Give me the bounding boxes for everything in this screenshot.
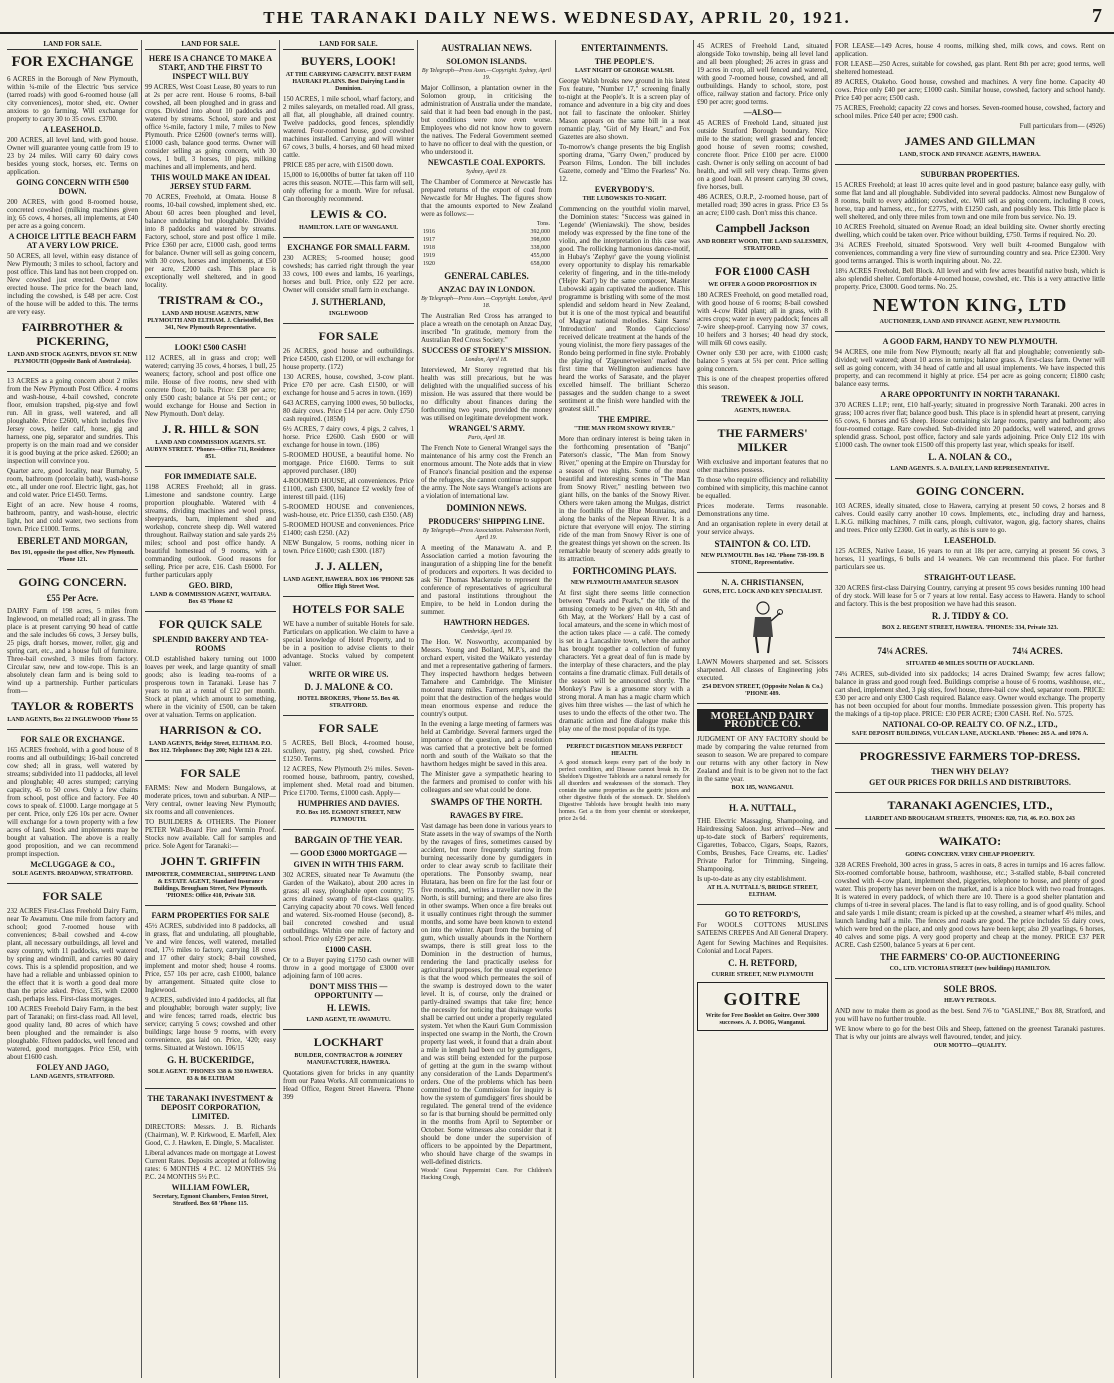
column-7: [832, 40, 1108, 1378]
news-heading: NEWCASTLE COAL EXPORTS.: [427, 158, 546, 167]
ad-text: 5-ROOMED HOUSE and conveniences. Price £1400; cash £250. (A2): [283, 521, 414, 537]
ad-heading: FOR QUICK SALE: [158, 617, 263, 631]
agent-name: J. J. ALLEN,: [314, 559, 383, 573]
ad-text: 3¼ ACRES Freehold, situated Spotswood. Very well built 4-roomed Bungalow with conveniences, commanding a very fine view of surrounding country and sea. Price £2300. Very good terms arranged. This is worth inquiring about. No. 22.: [835, 241, 1105, 265]
agent-address: HOTEL BROKERS, 'Phone 55. Box 48. STRATFORD.: [297, 696, 400, 709]
ad-text: FOR LEASE—149 Acres, house 4 rooms, milking shed, milk cows, and cows. Rent on application.: [835, 42, 1105, 58]
ad-heading: LOCKHART: [313, 1035, 384, 1049]
ad-text: TO BUILDERS & OTHERS. The Pioneer PETER Wall-Board Fire and Vermin Proof. Stocks now available. Call for samples and price. Sole Agent for Taranaki:—: [145, 818, 276, 850]
agent-name: N. A. CHRISTIANSEN,: [721, 578, 804, 587]
agent-address: AUCTIONEER, LAND AND FINANCE AGENT, NEW PLYMOUTH.: [879, 319, 1061, 325]
agent-address: Secretary, Egmont Chambers, Fenton Street, Stratford. Box 68 'Phone 115.: [153, 1194, 268, 1207]
agent-name: TRISTRAM & CO.,: [158, 293, 263, 307]
agent-address: CO., LTD. VICTORIA STREET (new buildings) HAMILTON.: [889, 966, 1051, 972]
ad-heading: SOLE BROS.: [943, 984, 997, 994]
ad-heading: BUILDER, CONTRACTOR & JOINERY MANUFACTURER, HAWERA.: [294, 1053, 403, 1066]
dateline: Sydney, April 19.: [466, 169, 507, 175]
ad-text: Quotations given for bricks in any quantity from our Patea Works. All communications to Head Office, Regent Street Hawera. 'Phone 399: [283, 1069, 414, 1101]
ad-text: 6½ ACRES, 7 dairy cows, 4 pigs, 2 calves, 1 horse. Price £2600. Cash £600 or will exchange for house in town. (186): [283, 425, 414, 449]
ad-text: 254 DEVON STREET, (Opposite Nolan & Co.) 'PHONE 489.: [702, 684, 823, 697]
agent-address: Box 191, opposite the post office, New Plymouth. 'Phone 121.: [10, 550, 135, 563]
ad-text: 200 ACRES, with good 8-roomed house, concreted cowshed (milking machines given in); 65 cows, 4 horses, all implements, at £40 per acre as a going concern.: [7, 198, 138, 230]
columns: [4, 40, 1110, 1378]
agent-name: LEWIS & CO.: [310, 207, 387, 221]
ad-text: 320 ACRES first-class Dairying Country, carrying at present 95 cows besides running 100 head of dry stock. Will lease for 5 or 7 years at low rental. Easy access to Hawera. Handy to school and factory. This is the best proposition we have had this season.: [835, 584, 1105, 608]
agent-address: LAND AND STOCK AGENTS, DEVON ST. NEW PLYMOUTH (Opposite Bank of Australasia).: [7, 352, 138, 365]
news-heading: AUSTRALIAN NEWS.: [441, 43, 532, 53]
agent-name: FOLEY AND JAGO,: [36, 1063, 109, 1072]
table-row: 1919 455,000: [423, 253, 550, 259]
ad-heading: FOR EXCHANGE: [11, 54, 134, 70]
ad-heading: FOR SALE: [180, 766, 241, 780]
agent-name: EBERLET AND MORGAN,: [17, 536, 128, 546]
ad-text: BOX 185, WANGANUI.: [731, 785, 794, 791]
news-text: George Walsh breaks new ground in his latest Fox feature, "Number 17," screening finally to-night at the People's. It is a screen play of romance and adventure in a big city and does not fail to fascinate the onlooker. Shirley Mason appears on the same bill in a neat romantic play, "Girl of My Heart," and Fox Gazettes are also shown.: [559, 77, 690, 141]
ad-text: AND now to make them as good as the best. Send 7/6 to "GASLINE," Box 88, Stratford, and you will have no further trouble.: [835, 1007, 1105, 1023]
ad-text: 232 ACRES First-Class Freehold Dairy Farm, near Te Awamutu. One mile from factory and school; good 7-roomed house with conveniences; 8-bail cowshed and 4-cow plant, all necessary outbuildings, all level and easy country, with 11 paddocks, well watered by spring and windmill, and carries 80 dairy cows. This is a splendid proposition, and we have had a reliable and unbiassed opinion to the effect that it is worth a good deal more than the price asked. Price, £35, with £2000 cash, perhaps less. First-class mortgages.: [7, 907, 138, 1003]
ad-text: 26 ACRES, good house and outbuildings. Price £4500, cash £1200, or will exchange for house property. (172): [283, 347, 414, 371]
agent-address: SOLE AGENTS. BROADWAY, STRATFORD.: [12, 871, 133, 877]
agent-address: SAFE DEPOSIT BUILDINGS, VULCAN LANE, AUCKLAND. 'Phones: 265 A. and 1076 A.: [851, 731, 1089, 737]
ad-text: LAWN Mowers sharpened and set. Scissors sharpened. All classes of Engineering jobs executed.: [697, 658, 828, 682]
news-heading: PRODUCERS' SHIPPING LINE.: [428, 517, 545, 526]
masthead-title: THE TARANAKI DAILY NEWS. WEDNESDAY, APRIL 20, 1921.: [263, 8, 851, 27]
ad-text: And an organisation replete in every detail at your service always.: [697, 520, 828, 536]
agent-name: TARANAKI AGENCIES, LTD.,: [887, 798, 1053, 812]
agent-name: HUMPHRIES AND DAVIES.: [297, 799, 400, 808]
agent-address: AND ROBERT WOOD, THE LAND SALESMEN, STRATFORD.: [697, 239, 828, 252]
ad-heading: FOR SALE: [318, 721, 379, 735]
ad-heading: GOING CONCERN. VERY CHEAP PROPERTY.: [905, 852, 1035, 858]
column-4: [418, 40, 556, 1378]
ad-text: FARMS: New and Modern Bungalows, at moderate prices, town and suburban. A NIP—Very central, owner leaving New Plymouth; six rooms and all conveniences.: [145, 784, 276, 816]
ad-text: 643 ACRES, carrying 1000 ewes, 50 bullocks, 80 dairy cows. Price £14 per acre. Only £750 cash required. (185M): [283, 399, 414, 423]
ad-heading: GOING CONCERN.: [18, 575, 127, 589]
news-heading: FORTHCOMING PLAYS.: [572, 566, 677, 576]
agent-name: NEWTON KING, LTD: [872, 295, 1068, 315]
column-3: [280, 40, 418, 1378]
agent-address: LAND AGENT, HAWERA. BOX 106 'PHONE 526 Office High Street West.: [283, 577, 414, 590]
ad-heading: FOR IMMEDIATE SALE.: [164, 472, 257, 481]
column-2: [142, 40, 280, 1378]
ad-heading: HEAVY PETROLS.: [944, 998, 996, 1004]
table-row: 1920 658,000: [423, 261, 550, 267]
ad-heading: SPLENDID BAKERY AND TEA-ROOMS: [152, 635, 269, 653]
ad-heading: LOOK! £500 CASH!: [174, 343, 247, 352]
ad-text: 5 ACRES, Bell Block, 4-roomed house, scullery, pantry, pig shed, cowshed. Price £1250. Terms.: [283, 739, 414, 763]
ad-text: Quarter acre, good locality, near Burnaby, 5 room, bathroom (porcelain bath), wash-house etc., all under one roof. Electric light, gas, hot and cold water. Price £1450. Terms.: [7, 467, 138, 499]
ad-heading: —ALSO—: [743, 108, 782, 117]
agent-address: NEW PLYMOUTH. Box 142. 'Phone 738-199. B STONE, Representative.: [700, 553, 825, 566]
agent-name: G. H. BUCKERIDGE,: [167, 1055, 254, 1065]
ad-text: Or to a Buyer paying £1750 cash owner will throw in a good mortgage of £3000 over adjoining farm of 100 acres.: [283, 956, 414, 980]
ad-heading: BUYERS, LOOK!: [301, 54, 396, 68]
ad-heading: FOR SALE: [318, 329, 379, 343]
news-text: In the evening a large meeting of farmers was held at Cambridge. Several farmers urged the importance of the question, and a resolution was carried that a protective belt be formed north and south of the Waikato so that the hawthorn hedges might be saved in this area.: [421, 720, 552, 768]
news-heading: THE EMPIRE.: [598, 415, 651, 424]
ad-heading: GOING CONCERN.: [915, 484, 1024, 498]
news-heading: DOMINION NEWS.: [446, 503, 527, 513]
ad-text: 10 ACRES Freehold, situated on Avenue Road; an ideal building site. Owner shortly erecting dwelling, which could be taken over. Price without building, £750. Terms if required. No. 20.: [835, 223, 1105, 239]
agent-name: C. H. RETFORD,: [728, 958, 797, 968]
moreland-dairy-logo: MORELAND DAIRY PRODUCE CO.: [697, 709, 828, 731]
news-heading: SUCCESS OF STOREY'S MISSION.: [422, 346, 551, 355]
ad-text: A good stomach keeps every part of the body in perfect condition, and Disease cannot break in. Dr. Sheldon's Digestive Tabloids are a natural remedy for all disorders and weaknesses of the stomach. They contain the same properties as the gastric juices and other digestive fluids of the stomach. Dr. Sheldon's Digestive Tabloids have brought health into many homes. Get a tin from your chemist or storekeeper, price 2s 6d.: [559, 760, 690, 822]
ad-text: 5-ROOMED HOUSE and conveniences, wash-house, etc. Price £1350, cash £350. (A8): [283, 503, 414, 519]
ad-text: 125 ACRES, Native Lease, 16 years to run at 18s per acre, carrying at present 56 cows, 3 horses, 11 yearlings, 6 bulls and 14 weaners. We can recommend this place. For further particulars see us.: [835, 547, 1105, 571]
ad-text: THE Electric Massaging, Shampooing, and Hairdressing Saloon. Just arrived—New and up-to-date stock of Barbers' requirements, Cigarettes, Tobacco, Cigars, Soaps, Razors, Combs, Brushes, Face Creams, etc. Ladies' Private Parlor for Trimming, Singeing, Shampooing.: [697, 817, 828, 873]
agent-name: McCLUGGAGE & CO.,: [30, 860, 115, 869]
ad-heading: £55 Per Acre.: [46, 593, 99, 603]
ad-text: 302 ACRES, situated near Te Awamutu (the Garden of the Waikato), about 200 acres in grass; all easy, ploughable open country; 75 acres drained swamp of first-class quality. Carrying capacity about 70 cows. Well fenced and watered. Six-roomed House (second), 8-bail concreted cowshed and usual outbuildings. Within one mile of factory and school. Price only £29 per acre.: [283, 871, 414, 943]
dateline: Cambridge, April 19.: [460, 629, 513, 635]
coal-exports-table: [421, 220, 552, 268]
ad-text: 200 ACRES, all level land, with good house. Owner will guarantee young cattle from 19 to 23 by 24 miles. Will carry 60 dairy cows besides young stock, horses, etc. Terms on application.: [7, 136, 138, 176]
news-text: The Minister gave a sympathetic hearing to the farmers and promised to confer with his colleagues and see what could be done.: [421, 770, 552, 794]
ad-text: To those who require efficiency and reliability combined with simplicity, this machine cannot be equalled.: [697, 476, 828, 500]
ad-text: 180 ACRES Freehold, on good metalled road, with good house of 6 rooms; 8-bail cowshed with 4-cow Ridd plant; all in grass, with 8 acres crops; water in every paddock; fences all 7-wire sheep-proof. Carrying now 37 cows, 10 heifers and 3 horses; 40 head dry stock, will milk 60 cows easily.: [697, 291, 828, 347]
agent-name: J. SUTHERLAND,: [311, 297, 386, 307]
ad-text: 94 ACRES, one mile from New Plymouth; nearly all flat and ploughable; conveniently sub-divided; well watered; about 10 acres in turnips; balance grass. A first-class farm. Owner will sell as going concern, with 34 head of cattle and all usual implements. We have inspected this property, and can recommend it highly at price. £54 per acre as going concern; £1800 cash; balance easy terms.: [835, 348, 1105, 388]
ad-heading: FOR SALE: [42, 889, 103, 903]
section-header: LAND FOR SALE.: [145, 40, 276, 50]
agent-address: SOLE AGENT. 'PHONES 338 & 330 HAWERA. 83 & 86 ELTHAM: [148, 1069, 273, 1082]
ad-text: Eight of an acre. New house 4 rooms, bathroom, pantry, and wash-house, electric light, hot and cold water, two sections from town. Price £1000. Terms.: [7, 501, 138, 533]
agent-address: LAND AGENTS, STRATFORD.: [30, 1074, 115, 1080]
ad-text: Is up-to-date as any city establishment.: [697, 875, 807, 883]
ad-text: 9 ACRES, subdivided into 4 paddocks, all flat and ploughable; borough water supply; live and wire fences; tarred roads, electric bus service; carrying 5 cows; cowshed and other buildings; large house 9 rooms, with every convenience, gas laid on. Price, '420; easy terms. Situated at Westown. 106/15: [145, 996, 276, 1052]
ad-heading: GIVEN IN WITH THIS FARM.: [293, 860, 404, 869]
agent-address: LAND, STOCK AND FINANCE AGENTS, HAWERA.: [899, 152, 1041, 158]
news-text: The Australian Red Cross has arranged to place a wreath on the cenotaph on Anzac Day, inscribed "In gratitude, memory from the Australian Red Cross Society.": [421, 312, 552, 344]
ad-text: FOR LEASE—250 Acres, suitable for cowshed, gas plant. Rent 8th per acre; good terms, well sheltered homestead.: [835, 60, 1105, 76]
ad-text: 74¼ ACRES, sub-divided into six paddocks; 14 acres Drained Swamp; few acres fallow; balance in grass and good rough feed. Buildings comprise a house of 6 rooms, washhouse, etc., cart shed, implement shed, 3 pig sties, fowl house, three-bail cow shed, separator room. PRICE: £30 per acre and only £300 Cash required. Balance easy. Owner would exchange. The property has not been occupied for about four months. Immediate possession given. This property has the makings of a tip-top place. PRICE: £30 PER ACRE; £300 CASH. Ref. No. 5725.: [835, 670, 1105, 718]
dateline: By Telegraph—Press Assn.—Copyright. Sydney, April 19.: [421, 68, 552, 81]
dateline: Paris, April 18.: [467, 435, 506, 441]
ad-text: 50 ACRES, all level, within easy distance of New Plymouth; 3 miles to school, factory and post office. This land has not been cropped on. New cowshed just erected. Owner now erected house. The price for the beach land, including the cowshed, is £48 per acre. Cost of the house will be added to this. The terms are very easy.: [7, 252, 138, 316]
locksmith-illustration-icon: [697, 599, 828, 655]
agent-address: LAND AGENTS, Bridge Street, ELTHAM. P.O. Box 112. Telephones: Day 200; Night 123 & 221.: [149, 741, 272, 754]
agent-name: H. LEWIS.: [326, 1003, 371, 1013]
section-header: LAND FOR SALE.: [283, 40, 414, 50]
ad-text: 45½ ACRES, subdivided into 8 paddocks, all in grass, flat and undulating, all ploughable, 've and wire fences, well watered, metalled road, 17½ miles to factory, carrying 18 cows and 17 other dairy stock; 8-bail cowshed, implement and motor shed; house 4 rooms. Price, £57 10s per acre, cash £1000, balance by arrangement. Situated quite close to Inglewood.: [145, 922, 276, 994]
ad-text: 112 ACRES, all in grass and crop; well watered; carrying 35 cows, 4 horses, 1 bull, 25 weaners; factory, school and post office one mile. House of five rooms, new shed with concrete floor, 10 bails. Price: £38 per acre; only £500 cash; balance at 5¼ per cent.; or would exchange for House and Section in New Plymouth. Don't delay.: [145, 354, 276, 418]
agent-address: P.O. Box 105. EGMONT STREET, NEW PLYMOUTH.: [295, 810, 402, 823]
ad-text: 99 ACRES, West Coast Lease, 80 years to run at 2s per acre rent. House 6 rooms, 8-bail cowshed, all been ploughed and in grass and crops. Divided into about 10 paddocks and watered by streams. School, store and post office ½-mile, factory 1 mile, 7 miles to New Plymouth. Price £2600 (owner's terms will). £1000 cash, balance good terms. Owner will consider selling as going concern, with 30 cows, 1 bull, 3 horses, 10 pigs, milking machines and all implements, and herd.: [145, 83, 276, 171]
agent-name: JOHN T. GRIFFIN: [160, 854, 261, 868]
agent-address: BOX 2. REGENT STREET, HAWERA. 'PHONES: 334, Private 323.: [882, 625, 1058, 631]
news-heading: THE PEOPLE'S.: [594, 57, 655, 66]
ad-heading: THEN WHY DELAY?: [931, 767, 1009, 776]
news-text: At first sight there seems little connection between "Pearls and Pearls," the title of the amusing comedy to be given on 4th, 5th and 6th May, at the Workers' Hall by a cast of local amateurs, and the scene in which most of the action takes place — a café. The comedy is set in a Lancashire town, where the author has brought together a collection of funny characters. Yet a great deal of fun is made by the interplay of these characters, and the play contains a fine dramatic climax. Full details of the season will be announced shortly. The Monkey's Paw is a gruesome story with a strong moral. A man has a magic charm which gives him three wishes — the last of which he uses to undo the effects of the other two. The dramatic action and fine dialogue make this play one of the most popular of its type.: [559, 589, 690, 733]
news-text: Woods' Great Peppermint Cure. For Children's Hacking Cough,: [421, 1168, 552, 1181]
news-text: Commencing on the youthful violin marvel, the Dominion states: "Success was gained in 'Legende' (Wieniawski). The show, besides melody was expressed by the fine tone of the violin, and the interpretation in this case was good. The rollicking harmonious dance-motif, in Hubay's 'Zephyr' gave the young violinist every opportunity to display his remarkable celerity of fingering, and in the title-melody ('Hejre Kati') by the same composer, Master Lubowski again captivated the audience. This programme is bristling with some of the most splendid and seldom heard in New Zealand, but it is one of the most typical and beautiful of Magyar national melodies. Saint Saens' 'Introduction' and 'Rondo Capriccioso' received delicate treatment at the hands of the young violinist, the more fiery passages of the Rondo being performed in fine style. Probably the playing of 'Zigeunerweisen' marked the first time that Wellington audiences have heard the works of Sarasate, and the player excelled himself. The brilliant Scherzo passages and the sudden change to a sweet sentiment at the finish were handled with the greatest skill.": [559, 205, 690, 413]
ad-heading: PROGRESSIVE FARMERS TOP-DRESS.: [859, 749, 1081, 763]
news-heading: ENTERTAINMENTS.: [581, 43, 668, 53]
news-heading: LAST NIGHT OF GEORGE WALSH.: [575, 68, 674, 74]
agent-name: TREWEEK & JOLL: [721, 394, 804, 404]
ad-text: 70 ACRES, Freehold, at Omata. House 8 rooms, 10-bail cowshed, implement shed, etc. About 60 acres been ploughed and level, balance undulating but ploughable. Divided into 8 paddocks and watered by streams. Factory, school, store and post office 1 mile. Price £360 per acre, £1000 cash, good terms for balance. Owner will sell as going concern, with 30 cows, horses and implements, at £50 per acre, £2000 cash. This place is exceptionally well sheltered, and in good locality.: [145, 193, 276, 289]
ad-text: 486 ACRES, O.R.P., 2-roomed house, part of metalled road; 390 acres in grass. Price £3 5s an acre; £100 cash. Don't miss this chance.: [697, 193, 828, 217]
ad-text: JUDGMENT OF ANY FACTORY should be made by comparing the value returned from season to season. We are prepared to compare our returns with any other factory in New Zealand and fruit is to be given not to the fact in the same year.: [697, 735, 828, 783]
ad-heading: THE TARANAKI INVESTMENT & DEPOSIT CORPORATION, LIMITED.: [147, 1094, 274, 1121]
ad-text: Agent for Sewing Machines and Requisites. Colonial and Local Papers.: [697, 939, 828, 955]
section-header: LAND FOR SALE.: [7, 40, 138, 50]
ad-heading: SUBURBAN PROPERTIES.: [920, 170, 1020, 179]
ad-heading: A CHOICE LITTLE BEACH FARM AT A VERY LOW PRICE.: [8, 232, 137, 250]
ad-text: 1198 ACRES Freehold; all in grass. Limestone and sandstone country. Large proportion ploughable. Watered with 4 streams, dividing machines and wool press, sheepyards, barn, implement shed and workshop, concrete sheep dip. Well watered throughout. Railway station and sale yards 2½ miles; school and post office handy. A beautiful homestead of 9 rooms, with a commanding outlook. Good reasons for selling. Price per acre, £16. Cash £6000. For further particulars apply: [145, 483, 276, 579]
ad-text: Liberal advances made on mortgage at Lowest Current Rates. Deposits accepted at following rates: 6 MONTHS 4 P.C. 12 MONTHS 5¼ P.C. 24 MONTHS 5½ P.C.: [145, 1149, 276, 1181]
ad-heading: GOING CONCERN WITH £500 DOWN.: [16, 178, 129, 196]
table-row: 1917 398,000: [423, 237, 550, 243]
ad-text: 5-ROOMED HOUSE, a beautiful home. No mortgage. Price £1600. Terms to suit approved purchaser. (180): [283, 451, 414, 475]
page-number: 7: [1092, 5, 1104, 27]
ad-heading: OUR MOTTO—QUALITY.: [933, 1043, 1007, 1049]
ad-heading: FARM PROPERTIES FOR SALE: [151, 911, 270, 920]
ad-text: Owner only £30 per acre, with £1000 cash; balance 5 years at 5¼ per cent. Price selling going concern.: [697, 349, 828, 373]
ad-heading: THE FARMERS' MILKER: [717, 426, 808, 454]
news-heading: GENERAL CABLES.: [444, 271, 529, 281]
agent-name: NATIONAL CO-OP. REALTY CO. OF N.Z., LTD.,: [882, 720, 1058, 729]
ad-heading: AT THE CARRYING CAPACITY. BEST FARM HAURAKI PLAINS. Best Dairying Land in Dominion.: [285, 72, 412, 92]
news-text: The Chamber of Commerce at Newcastle has prepared returns of the export of coal from Newcastle for Mr Hughes. The figures show that the amounts exported to New Zealand were as follows:—: [421, 178, 552, 218]
news-text: Interviewed, Mr Storey regretted that his health was still precarious, but he was delighted with the unqualified success of his mission. He was assured that there would be no difficulty about finances during the forthcoming two years, provided the money was utilised on legitimate development work.: [421, 366, 552, 422]
agent-name: D. J. MALONE & CO.: [304, 682, 393, 692]
ad-text: 4-ROOMED HOUSE, all conveniences. Price £1100, cash £300, balance £2 weekly free of interest till paid. (116): [283, 477, 414, 501]
news-heading: WRANGEL'S ARMY.: [448, 424, 525, 433]
news-text: The French Note to General Wrangel says the maintenance of his army cost the French an enormous amount. The Note adds that in view of France's financial position and the expense of the refugees, she cannot continue to support the army. The Note says Wrangel's actions are a violation of international law.: [421, 444, 552, 500]
ad-heading: A LEASEHOLD.: [42, 125, 103, 134]
ad-text: 328 ACRES Freehold, 300 acres in grass, 5 acres in oats, 8 acres in turnips and 16 acres fallow. Six-roomed comfortable house, bathroom, washhouse, etc.; 3-stalled stable, 8-bail concreted cowshed with 4-cow plant, implement shed, piggeries, telephone to house, and plenty of good water. This property has never been on the market, and is a nice block with two road frontages. It is watered in every paddock, of which there are 10. There is a good shelter plantation and clumps of ti-tree in several places. The land is flat to easy rolling, and is of good quality. School and sale yards 1 mile distant; cream is picked up at the cowshed, a steamer wharf 4½ miles, and launch landing half a mile. The fences and roads are good. The price includes 55 dairy cows, which were bred on the place, and only good cows have been kept; also 20 yearlings, 6 horses, 40 calves and some pigs. A very good property and cheap at the money. PRICE £37 PER ACRE. Cash £2500, balance 5 years at 6 per cent.: [835, 861, 1105, 949]
ad-heading: A GOOD FARM, HANDY TO NEW PLYMOUTH.: [882, 337, 1058, 346]
news-heading: THE LUBOWSKIS TO-NIGHT.: [582, 196, 667, 202]
ad-heading: 74¼ ACRES.: [877, 646, 928, 656]
agent-address: LAND AGENT, TE AWAMUTU.: [306, 1017, 391, 1023]
ad-text: DAIRY Farm of 198 acres, 5 miles from Inglewood, on metalled road; all in grass. The place is at present carrying 90 head of cattle and the sale includes 66 cows, 3 Jersey bulls, 25 pigs, draft horses, mower, roller, gig and spring cart, etc., and a house full of furniture. Three-bail cowshed, 3 miles from factory. Circular saw, new and tow-rope. This is an absolutely clean farm and is being sold to wind up a partnership. Further particulars from—: [7, 607, 138, 695]
ad-text: 12 ACRES, New Plymouth 2½ miles. Seven-roomed house, bathroom, pantry, cowshed, implement shed. Metal road and bitumen. Price £1700. Terms, £1000 cash. Apply—: [283, 765, 414, 797]
ad-heading: PERFECT DIGESTION MEANS PERFECT HEALTH.: [566, 744, 683, 757]
news-heading: RAVAGES BY FIRE.: [450, 811, 523, 820]
ad-text: For WOOLS COTTONS MUSLINS SATEENS CREPES And All General Drapery.: [697, 921, 828, 937]
agent-address: INGLEWOOD: [328, 311, 368, 317]
ad-text: Write for Free Booklet on Goitre. Over 3000 successes. A. J. DOIG, Wanganui.: [705, 1013, 820, 1026]
ad-text: 15 ACRES Freehold; at least 10 acres quite level and in good pasture; balance easy gully, with some flat land and all ploughable. Subdivided into several paddocks. Almost new Bungalow of 8 rooms, built to every addition; cowshed, etc. Will sell as going concern, including 8 cows, horse, trap and harness, etc., for £2775, with £1250 cash, and possibly less. This little place is well sheltered, and only three miles from town and one mile from bus service. No. 19.: [835, 181, 1105, 221]
table-row: 1916 392,000: [423, 229, 550, 235]
ad-text: WE have a number of suitable Hotels for sale. Particulars on application. We claim to have a special knowledge of Hotel Property, and to be in a position to advise clients to their advantage. Stocks valued by competent valuer.: [283, 620, 414, 668]
ad-heading: HERE IS A CHANCE TO MAKE A START, AND THE FIRST TO INSPECT WILL BUY: [148, 54, 273, 81]
agent-name: FAIRBROTHER & PICKERING,: [21, 320, 124, 348]
ad-text: Prices moderate. Terms reasonable. Demonstrations any time.: [697, 502, 828, 518]
agent-name: R. J. TIDDY & CO.: [931, 611, 1009, 621]
agent-name: JAMES AND GILLMAN: [904, 134, 1036, 148]
agent-address: LAND AGENTS, Box 22 INGLEWOOD 'Phone 55: [7, 717, 138, 723]
dateline: By Telegraph—Press Association. Palmerston North, April 19.: [422, 528, 551, 541]
ad-heading: GET OUR PRICES FOR DRILLS AND DISTRIBUTORS.: [869, 778, 1071, 787]
agent-address: LIARDET AND BROUGHAM STREETS, 'PHONES: 820, 718, 46. P.O. BOX 243: [865, 816, 1075, 822]
agent-name: GEO. BIRD,: [188, 581, 233, 590]
ad-heading: 74¼ ACRES.: [1012, 646, 1063, 656]
ad-heading: A RARE OPPORTUNITY IN NORTH TARANAKI.: [880, 390, 1060, 399]
ad-heading: SITUATED 40 MILES SOUTH OF AUCKLAND.: [905, 661, 1035, 667]
ad-heading: WAIKATO:: [938, 834, 1002, 848]
column-6: [694, 40, 832, 1378]
agent-name: STAINTON & CO. LTD.: [714, 539, 811, 549]
news-text: The Hon. W. Nosworthy, accompanied by Messrs. Young and Bollard, M.P.'s, and the orchard expert, visited the Waikato yesterday and met a representative gathering of farmers. They inspected hawthorn hedges between Tamahere and Cambridge. The Minister motored many miles. Farmers emphasise the point that the destruction of the hedges would mean enormous expense and reduce the country's output.: [421, 638, 552, 718]
news-text: Vast damage has been done in various years to State assets in the way of swamps of the North by the ravages of fires, sometimes caused by accident, but more frequently starting from burning necessarily done by gumdiggers in order to clear away scrub to facilitate their operations. The Ponsonby swamp, near Hutatara, has been on fire for the last four or five months, and, writes a traveller now in the North, is still burning; and there are also fires in other swamps. When once a fire breaks out it usually continues right through the summer months, and some have been known to extend on into the winter. Apart from the burning of gum, which usually abounds in the Northern swamps, there is still great loss to the Dominion in the destruction of humus, rendering the land practically useless for agricultural purposes, for the usual experience is that the wood which permeates the soil of the swamp is destroyed down to the water level. It is, of course, only the drained or partly-drained swamps that take fire; hence the necessity for noticing that drainage works shall be carried out under a properly regulated system. Yet when the Kauri Gum Commission inspected one swamp in the North, the Crown property last week, it found that a drain about a mile in length had been cut by gumdiggers, and was still being extended for the purpose of getting at the gum in the swamp without any consideration of the Lands Department's orders. One of the problems which has been committed to the Commission for inquiry is how the system of gumdiggers' fires should be regulated. The general trend of the evidence so far is that burning should be permitted only in the months from April to September or October. Some witnesses also consider that it should be done under the supervision of officers to be appointed by the Department, who should have charge of the swamps in well-defined districts.: [421, 822, 552, 1166]
news-heading: HAWTHORN HEDGES.: [443, 618, 530, 627]
ad-heading: THIS WOULD MAKE AN IDEAL JERSEY STUD FARM.: [150, 173, 271, 191]
agent-address: IMPORTER, COMMERCIAL, SHIPPING LAND & ESTATE AGENT, Standard Insurance Buildings, Brougham Street, New Plymouth. 'PHONES: Office 410, Private 318.: [145, 872, 276, 899]
agent-address: LAND & COMMISSION AGENT, WAITARA. Box 43 'Phone 62: [150, 592, 271, 605]
dateline: By Telegraph—Press Assn.—Copyright. London, April 18.: [421, 296, 552, 309]
ad-text: OLD established bakery turning out 1000 loaves per week, and large quantity of small goods; also is leading tea-rooms of a prosperous town in Taranaki. Lease has 7 years to run at a rental of £12 per month. Stock at plant, which amount to something, where in the vicinity of £500, can be taken over at valuation. Terms on application.: [145, 655, 276, 719]
ad-text: This is one of the cheapest properties offered this season.: [697, 375, 828, 391]
agent-name: TAYLOR & ROBERTS: [11, 699, 134, 713]
masthead: [0, 0, 1114, 34]
ad-text: 6 ACRES in the Borough of New Plymouth, within ¼-mile of the Electric 'bus service (tarred roads) with good 6-roomed house (all city conveniences), motor shed, etc. Owner anxious to go farming. Will exchange for property to carry 30 to 35 cows. £3700.: [7, 75, 138, 123]
ad-text: 370 ACRES L.I.P.; rent, £10 half-yearly; situated in progressive North Taranaki. 200 acres in grass; 100 acres river flat; balance good bush. This place is in splendid heart at present, carrying 65 cows, 6 horses and 65 sheep. House containing six large rooms, pantry and bathroom; also four-roomed cottage. Rare cowshed. Sub-divided into 20 paddocks, well watered, and grows splendid grass. School, post office, factory and sale yards adjoining. Price Only £12 10s with £1000 cash. The owner took £1500 off this property last year, which speaks for itself.: [835, 401, 1105, 449]
ad-heading: STRAIGHT-OUT LEASE.: [924, 573, 1016, 582]
news-heading: SWAMPS OF THE NORTH.: [430, 797, 543, 807]
agent-address: LAND AND COMMISSION AGENTS. ST. AUBYN STREET. 'Phones—Office 711, Residence 851.: [145, 440, 276, 460]
news-heading: SOLOMON ISLANDS.: [446, 57, 527, 66]
column-5: [556, 40, 694, 1378]
ad-text: NEW Bungalow, 5 rooms, nothing nicer in town. Price £1600; cash £300. (187): [283, 539, 414, 555]
agent-address: CURRIE STREET, NEW PLYMOUTH: [711, 972, 814, 978]
ad-heading: EXCHANGE FOR SMALL FARM.: [287, 243, 410, 252]
ad-text: Full particulars from— (4926): [1019, 122, 1105, 130]
ad-heading: DON'T MISS THIS — OPPORTUNITY —: [309, 982, 388, 1000]
news-heading: EVERYBODY'S.: [594, 185, 655, 194]
ad-text: 165 ACRES freehold, with a good house of 8 rooms and all outbuildings; 16-bail concreted cow shed; all in grass, well watered by streams; subdivided into 11 paddocks, all level and ploughable; 40 acres stumped; carrying capacity, 45 to 50 cows. Only a few chains from school, post office and factory. Fee 40 cows to speak of. £1000. Large mortgage at 5 per cent. Price, only £26 10s per acre. Owner will exchange for a town property with a few acres of land. Stock and implements may be bought at valuation. The above is a really good proposition, and we can recommend prompt inspection.: [7, 746, 138, 858]
column-1: [4, 40, 142, 1378]
ad-heading: GO TO RETFORD'S,: [724, 910, 801, 919]
news-text: Major Collinson, a plantation owner in the Solomon group, in criticising the administration of Australia under the mandate, said that it had been bad enough in the past, but conditions were now even worse. Employees who did not know how to govern the natives. The Federal Government seemed to have no officer to deal with the question, or who understood it.: [421, 84, 552, 156]
agent-address: AGENTS, HAWERA.: [734, 408, 791, 414]
ad-text: 150 ACRES, 1 mile school, wharf factory, and 2 miles saleyards, on metalled road. All grass, all flat, all ploughable, all drained country. Twelve paddocks, good fences, splendidly watered. Four-roomed house, good cowshed machines installed. Carrying and will winter 67 cows, 3 bulls, 4 horses, and 60 head mixed cattle.: [283, 95, 414, 159]
agent-name: THE FARMERS' CO-OP. AUCTIONEERING: [879, 952, 1061, 962]
agent-address: GUNS, ETC. LOCK AND KEY SPECIALIST.: [702, 589, 823, 595]
goitre-ad: [697, 982, 828, 1031]
ad-heading: £1000 CASH.: [325, 945, 372, 954]
ad-text: DIRECTORS: Messrs. J. B. Richards (Chairman), W. P. Kirkwood, E. Marfell, Alex Good, C. J. Hawken, E. Dingle, S. Macalister.: [145, 1123, 276, 1147]
ad-heading: FOR SALE OR EXCHANGE.: [20, 735, 125, 744]
ad-text: 15,000 to 16,000lbs of butter fat taken off 110 acres this season. NOTE.—This farm will sell, only offering for a month. Wire for refusal. Can thoroughly recommend.: [283, 171, 414, 203]
ad-heading: WE OFFER A GOOD PROPOSITION IN: [708, 282, 817, 288]
ad-heading: WRITE OR WIRE US.: [308, 670, 389, 679]
ad-text: 13 ACRES as a going concern about 2 miles from the New Plymouth Post Office. 4 rooms and wash-house, 4-bail cowshed, concrete floor, emulsion trapshed, pig-stye and fowl run. All in grass, well watered, and all ploughable. Price £2600, which includes five Jersey cows, heifer calf, horse, gig and harness, one pig, separator and sundries. This property is on the main road and we consider it is good buying at the price asked. £2600; an inspection will convince you.: [7, 377, 138, 465]
ad-text: 45 ACRES of Freehold Land, situated alongside Toko township, being all level land and all been ploughed; 26 acres in grass and 19 acres in crop, all well fenced and watered, with good 7-roomed house, cowshed, and all outbuildings. Handy to school, store, post office, railway station and factory. Price only £90 per acre; good terms.: [697, 42, 828, 106]
agent-name: H. A. NUTTALL,: [728, 803, 797, 813]
ad-text: 75 ACRES, Freehold; capacity 22 cows and horses. Seven-roomed house, cowshed, factory and school miles. Price £40 per acre; £900 cash.: [835, 104, 1105, 120]
ad-text: WE know where to go for the best Oils and Sheep, fattened on the greenest Taranaki pastures. That is why our joints are always well flavoured, tender, and juicy.: [835, 1025, 1105, 1041]
ad-text: With exclusive and important features that no other machines possess.: [697, 458, 828, 474]
ad-text: AT H. A. NUTTALL'S, BRIDGE STREET, ELTHAM.: [707, 885, 818, 898]
ad-text: 45 ACRES of Freehold Land, situated just outside Stratford Borough boundary. Nice mile to the station; well grassed and fenced; good house of seven rooms; cowshed, concrete floor. Price £100 per acre. £1000 cash. Owner is only selling on account of bad health, and will sell very cheap. Terms given on a good loan. At present carrying 30 cows, five horses, bull.: [697, 119, 828, 191]
ad-text: 89 ACRES, Otakeho. Good house, cowshed and machines. A very fine home. Capacity 40 cows. Price only £40 per acre; £1000 cash. Similar house, cowshed, factory and school handy. Price £40 per acre; £500 cash.: [835, 78, 1105, 102]
agent-address: LAND AGENTS. S. A. DAILEY, LAND REPRESENTATIVE.: [890, 466, 1050, 472]
news-text: To-morrow's change presents the big English sporting drama, "Garry Owen," produced by Pearson Films, London. The bill includes Gazette, comedy and "Elmo the Fearless" No. 12.: [559, 143, 690, 183]
ad-heading: LEASEHOLD.: [944, 536, 996, 545]
news-heading: "THE MAN FROM SNOWY RIVER.": [573, 426, 676, 432]
news-text: More than ordinary interest is being taken in the forthcoming presentation of "Banjo" Paterson's classic, "The Man from Snowy River," opening at the Empire on Thursday for a season of two nights. Some of the most beautiful and interesting scenes in "The Man from Snowy River," nestling between two giant hills, on the banks of the Snowy River. Others were taken among the Mulgas, district in the foothills of the Blue Mountains, and along the banks of the Nepean River. It is a picture that everyone will enjoy. The stirring ride of the man from Snowy River is one of the greatest things yet shown on the screen. Its remarkable beauty of scenery adds greatly to its attraction.: [559, 435, 690, 563]
agent-name: J. R. HILL & SON: [162, 422, 259, 436]
ad-heading: BARGAIN OF THE YEAR.: [294, 835, 403, 845]
ad-heading: FOR £1000 CASH: [715, 264, 810, 278]
agent-name: L. A. NOLAN & CO.,: [928, 452, 1012, 462]
ad-text: 230 ACRES; 5-roomed house; good cowsheds; has carried right through the year 33 cows, 100 ewes and lambs, 16 yearlings, horses and bull. Price, only £22 per acre. Owner will consider small farm in exchange.: [283, 254, 414, 294]
dateline: London, April 18.: [465, 357, 508, 363]
ad-text: 18¼ ACRES Freehold, Bell Block. All level and with few acres beautiful native bush, which is also splendid shelter. Comfortable 4-roomed house, cowshed, etc. This is a very attractive little property. Price, £3000. Good terms. No. 25.: [835, 267, 1105, 291]
ad-text: 100 ACRES Freehold Dairy Farm, in the best part of Taranaki; on first-class road. All level, good quality land, 80 acres of which have been ploughed and the remainder is also ploughable. Fifteen paddocks, well fenced and watered, good mortgages. Price £50, with about £1600 cash.: [7, 1005, 138, 1061]
agent-name: HARRISON & CO.: [159, 723, 262, 737]
agent-address: LAND AND HOUSE AGENTS, NEW PLYMOUTH AND ELTHAM. J. Christoffel, Box 341, New Plymouth Representative.: [147, 311, 274, 331]
news-heading: ANZAC DAY IN LONDON.: [438, 285, 535, 294]
table-header: Tons.: [536, 221, 550, 227]
ad-heading: GOITRE: [723, 989, 802, 1009]
ad-heading: HOTELS FOR SALE: [292, 602, 405, 616]
ad-heading: — GOOD £3000 MORTGAGE —: [290, 849, 407, 858]
agent-address: HAMILTON. LATE OF WANGANUI.: [299, 225, 398, 231]
ad-text: 103 ACRES, ideally situated, close to Hawera, carrying at present 50 cows, 2 horses and 8 calves. Could easily carry another 10 cows. Implements, etc., including dray and harness, L.K.G. milking machines, 7 milk cans, plough, cultivator, wagon, gig, factory shares, chains and trees. Price only £2300. Get in early, as this is sure to go.: [835, 502, 1105, 534]
ad-text: 130 ACRES, house, cowshed, 3-cow plant. Price £70 per acre. Cash £1500, or will exchange for house and 5 acres in town. (169): [283, 373, 414, 397]
agent-name: WILLIAM FOWLER,: [171, 1183, 250, 1192]
table-row: 1918 338,000: [423, 245, 550, 251]
agent-name: Campbell Jackson: [715, 221, 810, 235]
ad-text: PRICE £85 per acre, with £1500 down.: [283, 161, 394, 169]
news-heading: NEW PLYMOUTH AMATEUR SEASON: [570, 580, 679, 586]
news-text: A meeting of the Manawatu A. and P. Association carried a motion favouring the inauguration of a shipping line for the benefit of producers and exporters. It was decided to ask Sir Thomas Mackenzie to represent the conference of representatives of agricultural and pastoral institutions throughout the Empire, to be held in London during the summer.: [421, 544, 552, 616]
